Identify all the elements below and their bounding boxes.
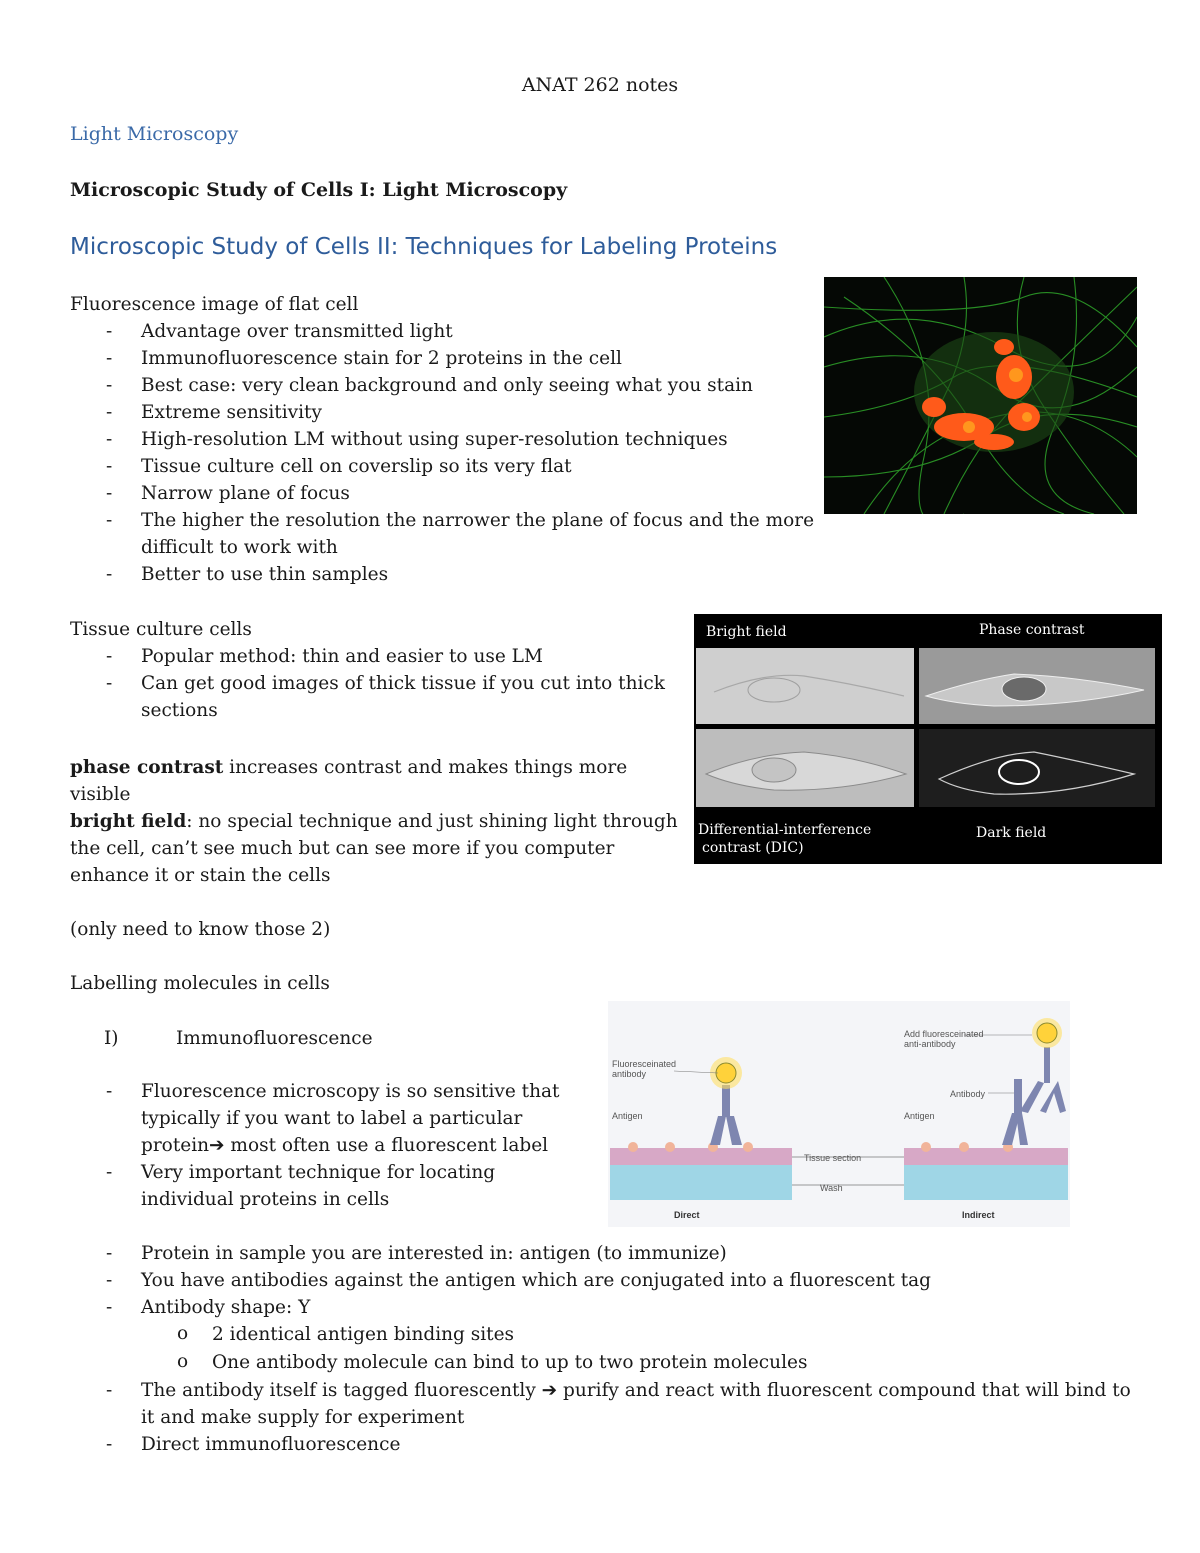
bullet-list <box>70 643 690 724</box>
sub-list-item: o 2 identical antigen binding sites <box>70 1321 1150 1349</box>
label-dark-field: Dark field <box>976 825 1047 841</box>
label-antigen-left: Antigen <box>612 1111 643 1121</box>
label-antigen-right: Antigen <box>904 1111 935 1121</box>
definition: : no special technique and just shining light through the cell, can’t see much but can see more if you computer enhance it or stain the cells <box>70 811 678 886</box>
list-item: - Better to use thin samples <box>70 561 830 588</box>
item-number: I) <box>104 1028 119 1049</box>
section-tissue-culture <box>70 616 690 724</box>
section-fluorescence <box>70 291 830 588</box>
label-phase-contrast: Phase contrast <box>979 622 1085 638</box>
list-item: - Fluorescence microscopy is so sensitive that typically if you want to label a particular protein➔ most often use a fluorescent label <box>70 1078 590 1159</box>
list-item: - The antibody itself is tagged fluorescently ➔ purify and react with fluorescent compound that will bind to it and make supply for experiment <box>70 1377 1150 1431</box>
term-bright-field: bright field <box>70 811 187 832</box>
list-item: - Immunofluorescence stain for 2 proteins in the cell <box>70 345 830 372</box>
label-fluor-antibody-1: Fluoresceinated <box>612 1059 677 1069</box>
list-item: - Protein in sample you are interested in: antigen (to immunize) <box>70 1240 1150 1267</box>
sub-bullet-list <box>70 1321 1150 1377</box>
label-fluor-antibody-2: antibody <box>612 1069 647 1079</box>
list-item: - Tissue culture cell on coverslip so its very flat <box>70 453 830 480</box>
list-item: - The higher the resolution the narrower the plane of focus and the more difficult to work with <box>70 507 830 561</box>
item-label: Immunofluorescence <box>176 1028 373 1049</box>
label-add-fluor-2: anti-antibody <box>904 1039 956 1049</box>
section-title: Fluorescence image of flat cell <box>70 294 359 315</box>
definition: increases contrast and makes things more visible <box>70 757 628 805</box>
bullet-list <box>70 1240 1150 1321</box>
list-item: - Extreme sensitivity <box>70 399 830 426</box>
document-title: ANAT 262 notes <box>521 74 679 96</box>
list-item: - Advantage over transmitted light <box>70 318 830 345</box>
heading-light-microscopy: Light Microscopy <box>70 123 239 145</box>
note-only-need: (only need to know those 2) <box>70 919 331 940</box>
bullet-list <box>70 1377 1150 1458</box>
label-bright-field: Bright field <box>706 624 787 640</box>
list-item: - Direct immunofluorescence <box>70 1431 1150 1458</box>
list-item: - You have antibodies against the antigen which are conjugated into a fluorescent tag <box>70 1267 1150 1294</box>
section-title: Tissue culture cells <box>70 619 252 640</box>
label-antibody: Antibody <box>950 1089 986 1099</box>
sub-list-item: o One antibody molecule can bind to up to two protein molecules <box>70 1349 1150 1377</box>
list-item: - High-resolution LM without using super-resolution techniques <box>70 426 830 453</box>
label-indirect: Indirect <box>962 1210 995 1220</box>
label-tissue-section: Tissue section <box>804 1153 862 1163</box>
label-wash: Wash <box>820 1183 843 1193</box>
list-item: - Very important technique for locating individual proteins in cells <box>70 1159 590 1213</box>
bullet-list <box>70 1078 590 1213</box>
section-antibody-bullets <box>70 1240 1150 1458</box>
term-phase-contrast: phase contrast <box>70 757 224 778</box>
heading-study-of-cells-2: Microscopic Study of Cells II: Techniques for Labeling Proteins <box>70 234 778 260</box>
label-add-fluor-1: Add fluoresceinated <box>904 1029 984 1039</box>
label-direct: Direct <box>674 1210 700 1220</box>
section-immuno-bullets <box>70 1078 590 1213</box>
bullet-list <box>70 318 830 588</box>
list-item: - Antibody shape: Y <box>70 1294 1150 1321</box>
label-dic-line2: contrast (DIC) <box>702 840 804 856</box>
labelling-title: Labelling molecules in cells <box>70 973 330 994</box>
microscopy-comparison-figure <box>694 614 1162 864</box>
label-dic-line1: Differential-interference <box>698 822 872 838</box>
phase-contrast-paragraph <box>70 754 630 808</box>
immunofluorescence-figure <box>608 1001 1070 1227</box>
list-item: - Can get good images of thick tissue if you cut into thick sections <box>70 670 690 724</box>
list-item: - Narrow plane of focus <box>70 480 830 507</box>
fluorescence-cell-image <box>824 277 1137 514</box>
bright-field-paragraph <box>70 808 680 889</box>
list-item: - Popular method: thin and easier to use LM <box>70 643 690 670</box>
heading-study-of-cells-1: Microscopic Study of Cells I: Light Microscopy <box>70 179 568 201</box>
list-item: - Best case: very clean background and only seeing what you stain <box>70 372 830 399</box>
